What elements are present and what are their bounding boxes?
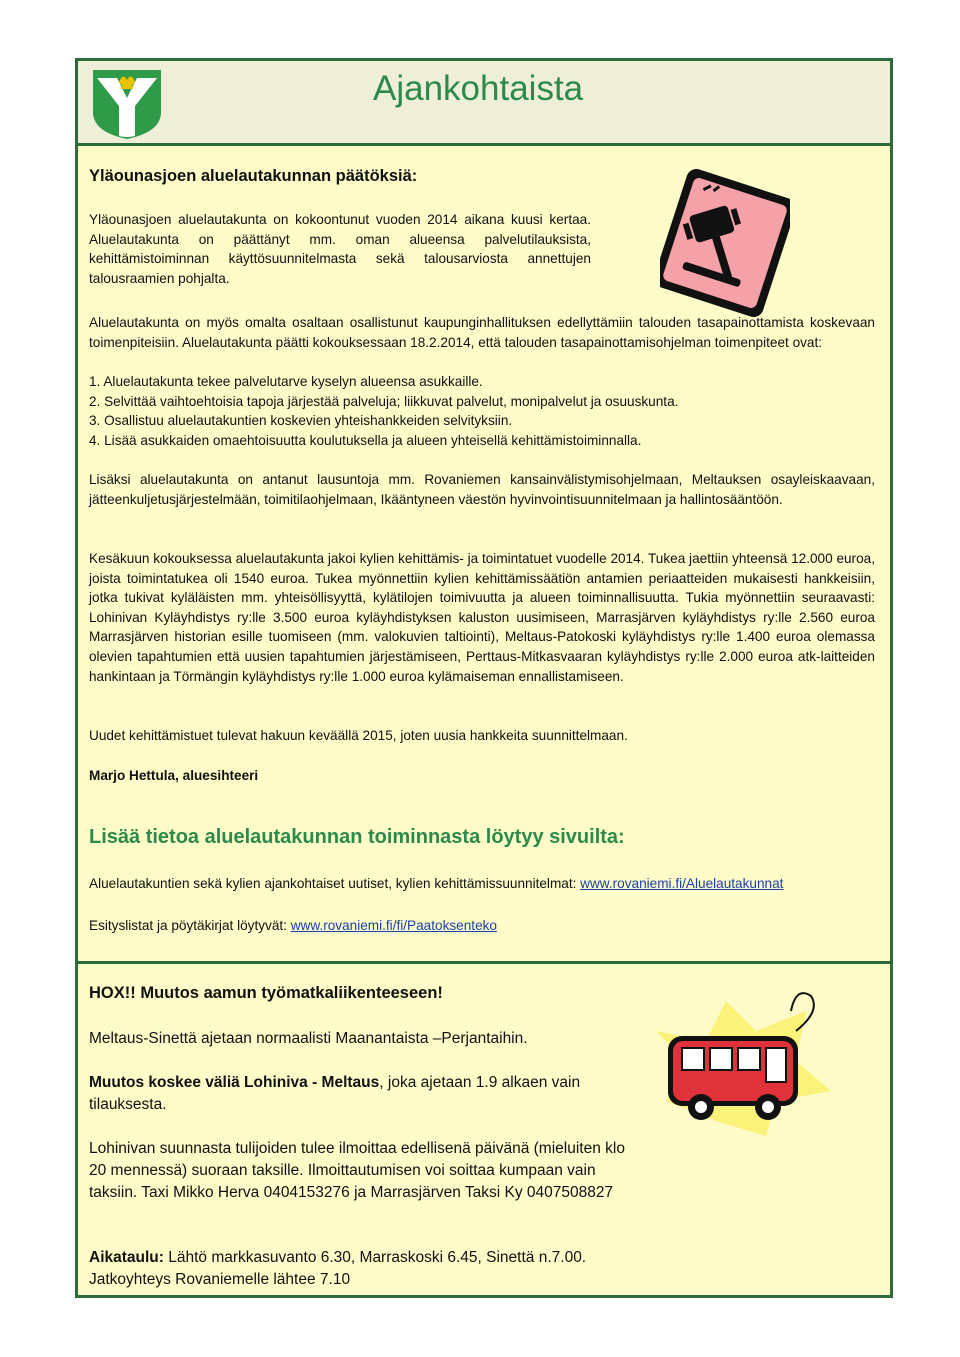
paragraph-5: Uudet kehittämistuet tulevat hakuun keväällä 2015, joten uusia hankkeita suunnittelmaan. [89,728,628,743]
list-item: 4. Lisää asukkaiden omaehtoisuutta koulutuksella ja alueen yhteisellä kehittämistoiminnalla. [89,433,642,448]
list-item: 1. Aluelautakunta tekee palvelutarve kyselyn alueensa asukkaille. [89,374,483,389]
paatoksenteko-link[interactable]: www.rovaniemi.fi/fi/Paatoksenteko [290,918,497,933]
paragraph-1: Yläounasjoen aluelautakunta on kokoontunut vuoden 2014 aikana kuusi kertaa. Aluelautakunta on päättänyt mm. oman alueensa palvelutilauksista, kehittämistoiminnan käyttösuunnitelmasta sekä talousarviosta annettujen talousraamien pohjalta. [89,212,591,286]
schedule-text: Lähtö markkasuvanto 6.30, Marraskoski 6.45, Sinettä n.7.00. [163,1249,587,1266]
signature: Marjo Hettula, aluesihteeri [89,768,259,783]
paragraph-2: Aluelautakunta on myös omalta osaltaan osallistunut kaupunginhallituksen edellyttämiin talouden tasapainottamista koskevaan toimenpiteisiin. Aluelautakunta päätti kokouksessaan 18.2.2014, että talouden tasapainottamisohjelman toimenpiteet ovat: [89,315,875,350]
aluelautakunnat-link[interactable]: www.rovaniemi.fi/Aluelautakunnat [580,876,784,891]
municipal-crest-icon [91,68,163,140]
links-line-1 [89,874,889,894]
hox-heading: HOX!! Muutos aamun työmatkaliikenteeseen! [89,984,443,1002]
route-change-bold: Muutos koskee väliä Lohiniva - Meltaus [89,1074,380,1091]
schedule-line-2: Jatkoyhteys Rovaniemelle lähtee 7.10 [89,1271,351,1288]
header-bar [78,61,890,146]
route-line-1: Meltaus-Sinettä ajetaan normaalisti Maanantaista –Perjantaihin. [89,1030,528,1047]
links-line-1-label: Aluelautakuntien sekä kylien ajankohtaiset uutiset, kylien kehittämissuunnitelmat: [89,876,581,891]
list-item: 3. Osallistuu aluelautakuntien koskevien yhteishankkeiden selvityksiin. [89,413,513,428]
more-info-heading: Lisää tietoa aluelautakunnan toiminnasta löytyy sivuilta: [89,826,625,848]
links-line-2-label: Esityslistat ja pöytäkirjat löytyvät: [89,918,291,933]
bus-icon [646,991,836,1141]
schedule-label: Aikataulu: [89,1249,164,1266]
paragraph-4: Kesäkuun kokouksessa aluelautakunta jakoi kylien kehittämis- ja toimintatuet vuodelle 2014. Tukea jaettiin yhteensä 12.000 euroa, joista toimintatukea oli 1540 euroa. Tukea myönnettiin kylien kehittämissäätiön antamien periaatteiden mukaisesti hankkeisiin, jotka tukivat kyläläisten mm. yhteisöllisyyttä, kylätilojen toimivuutta ja alueen toiminnallisuutta. Tukia myönnettiin seuraavasti: Lohinivan Kyläyhdistys ry:lle 3.500 euroa kyläyhdistyksen kaluston uusimiseen, Marrasjärven kyläyhdistys ry:lle 2.560 euroa Marrasjärven historian esille tuomiseen (mm. valokuvien taltiointi), Meltaus-Patokoski kyläyhdistys ry:lle 1.400 euroa olemassa olevien tapahtumien että uusien tapahtumien järjestämiseen, Perttaus-Mitkasvaaran kyläyhdistys ry:lle 2.000 euroa atk-laitteiden hankintaan ja Törmängin kyläyhdistys ry:lle 1.000 euroa kylämaiseman ennallistamiseen. [89,551,875,684]
schedule-line [89,1247,829,1269]
section-divider [78,961,890,964]
section-heading-decisions: Yläounasjoen aluelautakunnan päätöksiä: [89,167,418,185]
page-title: Ajankohtaista [373,69,584,108]
links-line-2 [89,916,889,936]
route-change-rest: , joka ajetaan 1.9 alkaen vain tilauksesta. [89,1074,581,1113]
route-line-2 [89,1072,609,1116]
paragraph-3: Lisäksi aluelautakunta on antanut lausuntoja mm. Rovaniemen kansainvälistymisohjelmaan, Meltauksen osayleiskaavaan, jätteenkuljetusjärjestelmään, toimitilaohjelmaan, Ikääntyneen väestön hyvinvointisuunnitelmaan ja hallintosääntöön. [89,472,875,507]
list-item: 2. Selvittää vaihtoehtoisia tapoja järjestää palveluja; liikkuvat palvelut, monipalvelut ja osuuskunta. [89,394,679,409]
newsletter-frame [75,58,893,1298]
taxi-paragraph: Lohinivan suunnasta tulijoiden tulee ilmoittaa edellisenä päivänä (mieluiten klo 20 mennessä) suoraan taksille. Ilmoittautumisen voi soittaa kumpaan vain taksiin. Taxi Mikko Herva 0404153276 ja Marrasjärven Taksi Ky 0407508827 [89,1140,625,1201]
gavel-icon [660,169,790,317]
